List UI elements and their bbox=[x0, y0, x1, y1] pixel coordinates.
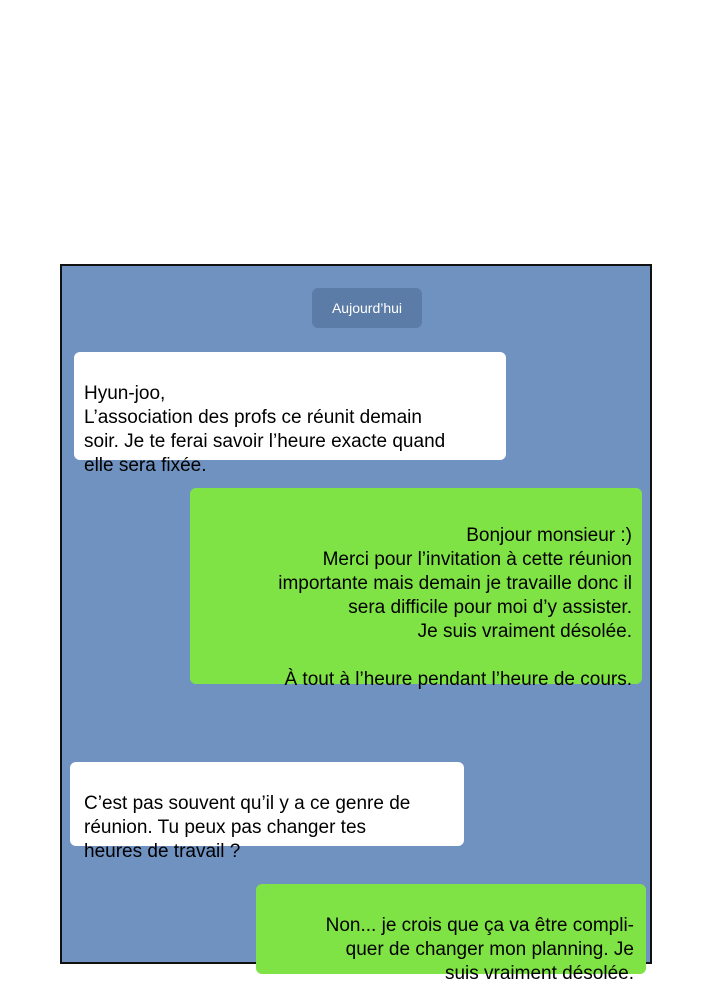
message-text: C’est pas souvent qu’il y a ce genre de réunion. Tu peux pas changer tes heures de travail ? bbox=[84, 793, 411, 862]
chat-panel bbox=[60, 264, 652, 984]
message-text: Non... je crois que ça va être compli- quer de changer mon planning. Je suis vraiment désolée. bbox=[325, 915, 634, 984]
message-bubble-received bbox=[70, 762, 464, 862]
message-text: Hyun-joo, L’association des profs ce réunit demain soir. Je te ferai savoir l’heure exacte quand elle sera fixée. bbox=[84, 383, 446, 476]
message-bubble-received bbox=[74, 352, 506, 476]
message-text: Bonjour monsieur :) Merci pour l’invitation à cette réunion importante mais demain je travaille donc il sera difficile pour moi d’y assister. Je suis vraiment désolée. À tout à l’heure pendant l’heure de cours. bbox=[278, 525, 632, 690]
message-bubble-sent bbox=[256, 884, 646, 984]
message-bubble-sent bbox=[190, 488, 642, 690]
date-separator: Aujourd’hui bbox=[312, 288, 422, 328]
